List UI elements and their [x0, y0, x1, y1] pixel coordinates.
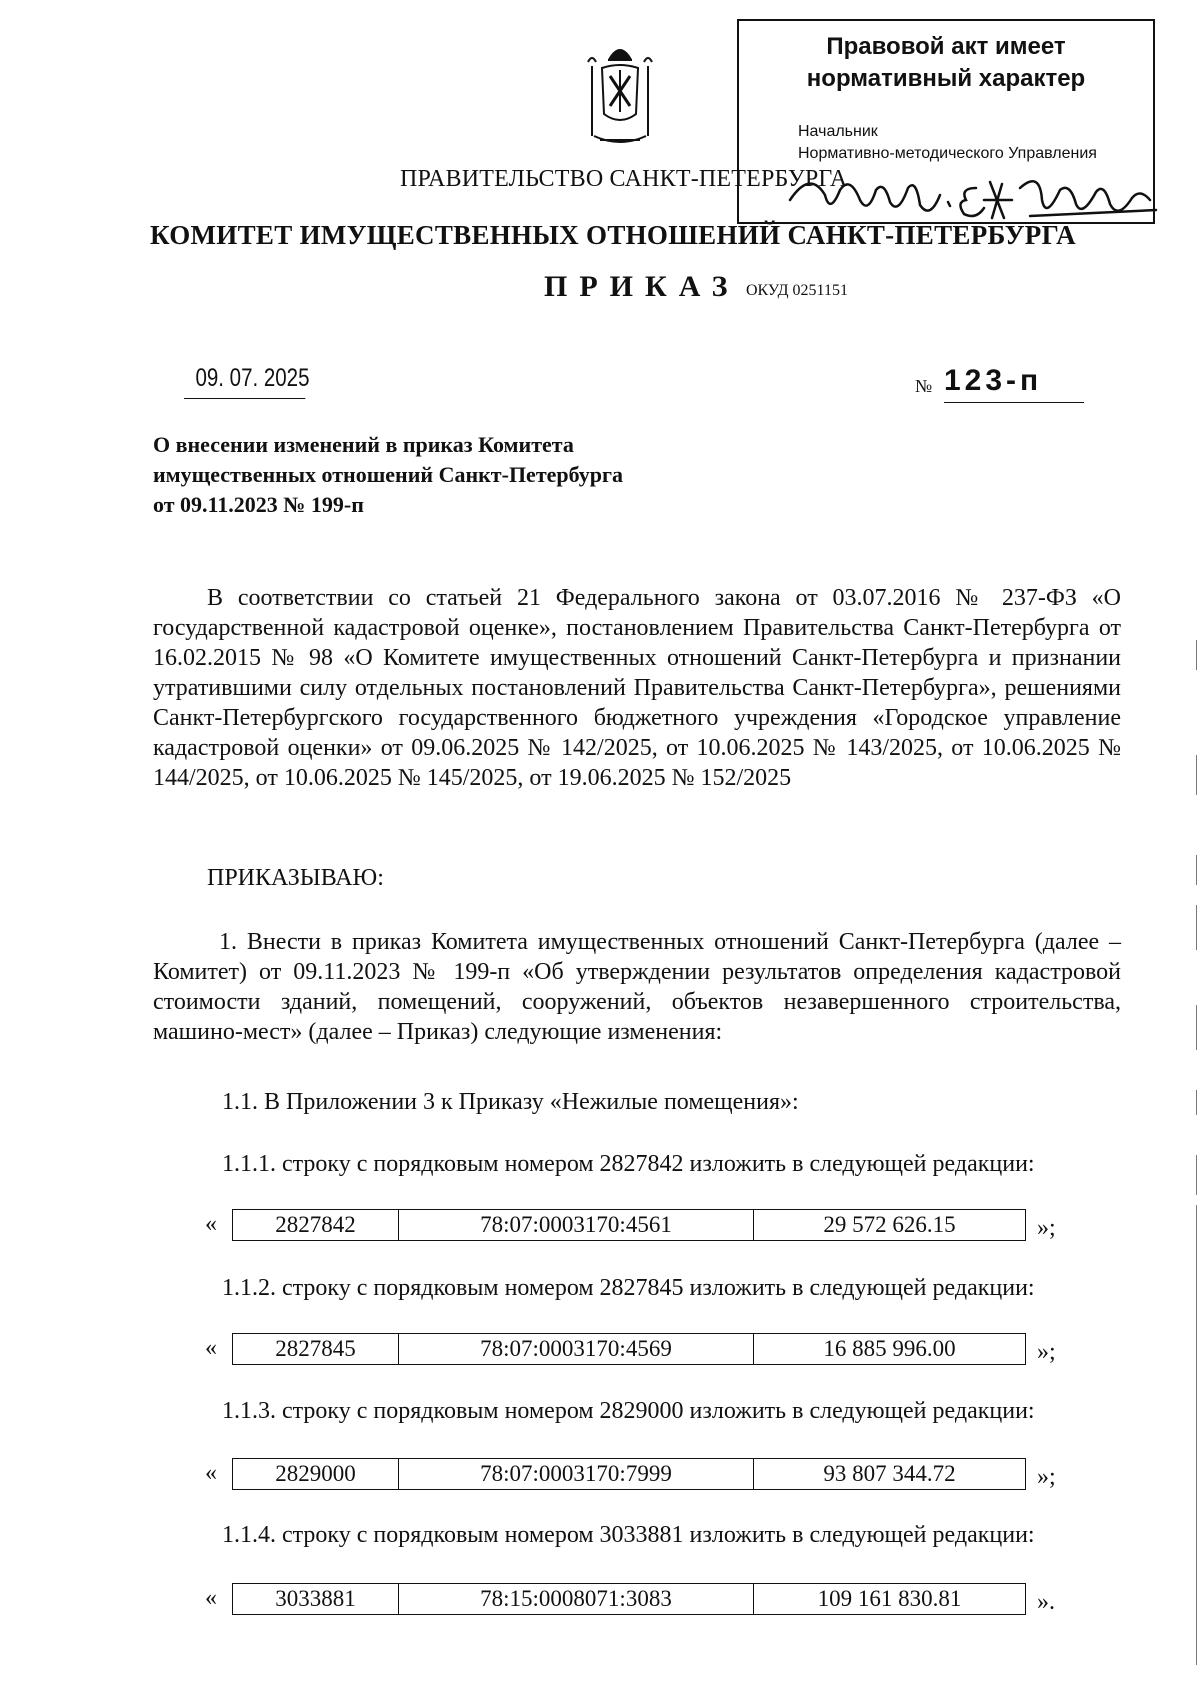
order-date: 09. 07. 2025: [184, 364, 305, 399]
scan-mark: [1196, 1005, 1197, 1050]
quote-close: »;: [1037, 1215, 1056, 1241]
cell-number: 2827842: [233, 1210, 399, 1240]
stamp-role: [798, 121, 1097, 165]
subject-line1: О внесении изменений в приказ Комитета: [153, 432, 574, 457]
table-row: [205, 1333, 1085, 1367]
cell-value: 109 161 830.81: [817, 1586, 962, 1611]
stamp-title-line2: нормативный характер: [806, 65, 1086, 92]
committee-name: КОМИТЕТ ИМУЩЕСТВЕННЫХ ОТНОШЕНИЙ САНКТ-ПЕТЕРБУРГА: [150, 220, 1076, 250]
scan-mark: [1196, 755, 1197, 795]
row-cells: [232, 1333, 1026, 1365]
order-number-prefix: №: [915, 376, 933, 396]
scan-mark: [1196, 640, 1197, 670]
table-row: [205, 1209, 1085, 1243]
scan-mark: [1196, 1090, 1197, 1115]
cell-cadastral: 78:07:0003170:7999: [399, 1459, 754, 1489]
item-1-paragraph: 1. Внести в приказ Комитета имущественных отношений Санкт-Петербурга (далее – Комитет) от 09.11.2023 № 199-п «Об утверждении результатов определения кадастровой стоимости зданий, помещений, сооружений, объектов незавершенного строительства, машино-мест» (далее – Приказ) следующие изменения:: [153, 929, 1121, 1045]
stamp-title-line1: Правовой акт имеет: [826, 33, 1066, 60]
order-number: 123-п: [944, 364, 1084, 403]
subitem-1-1-4: 1.1.4. строку с порядковым номером 3033881 изложить в следующей редакции:: [222, 1522, 1035, 1548]
quote-open: «: [205, 1585, 217, 1611]
subitem-1-1-1: 1.1.1. строку с порядковым номером 2827842 изложить в следующей редакции:: [222, 1151, 1035, 1177]
cell-number: 2827845: [233, 1334, 399, 1364]
row-cells: [232, 1209, 1026, 1241]
table-row: [205, 1583, 1085, 1617]
quote-open: «: [205, 1211, 217, 1237]
item-1-1-heading: 1.1. В Приложении 3 к Приказу «Нежилые помещения»:: [222, 1089, 799, 1115]
scan-mark: [1196, 1155, 1197, 1195]
stamp-role-line2: Нормативно-методического Управления: [798, 145, 1097, 162]
stamp-title: [739, 31, 1153, 95]
cell-number: 3033881: [233, 1584, 399, 1614]
order-subject: [153, 430, 623, 520]
cell-value: 29 572 626.15: [823, 1212, 956, 1237]
quote-close: »;: [1037, 1464, 1056, 1490]
row-cells: [232, 1458, 1026, 1490]
stamp-role-line1: Начальник: [798, 123, 878, 140]
scan-mark: [1196, 1205, 1197, 1665]
government-name: ПРАВИТЕЛЬСТВО САНКТ-ПЕТЕРБУРГА: [400, 166, 848, 192]
cell-number: 2829000: [233, 1459, 399, 1489]
quote-open: «: [205, 1460, 217, 1486]
subitem-1-1-2: 1.1.2. строку с порядковым номером 2827845 изложить в следующей редакции:: [222, 1275, 1035, 1301]
table-row: [205, 1458, 1085, 1492]
coat-of-arms-icon: [580, 40, 660, 155]
cell-cadastral: 78:07:0003170:4561: [399, 1210, 754, 1240]
quote-open: «: [205, 1335, 217, 1361]
quote-close: ».: [1037, 1589, 1055, 1615]
subject-line3: от 09.11.2023 № 199-п: [153, 492, 364, 517]
directive-heading: ПРИКАЗЫВАЮ:: [207, 865, 384, 891]
preamble-paragraph: В соответствии со статьей 21 Федерального закона от 03.07.2016 № 237-ФЗ «О государственной кадастровой оценке», постановлением Правительства Санкт-Петербурга от 16.02.2015 № 98 «О Комитете имущественных отношений Санкт-Петербурга и признании утратившими силу отдельных постановлений Правительства Санкт-Петербурга», решениями Санкт-Петербургского государственного бюджетного учреждения «Городское управление кадастровой оценки» от 09.06.2025 № 142/2025, от 10.06.2025 № 143/2025, от 10.06.2025 № 144/2025, от 10.06.2025 № 145/2025, от 19.06.2025 № 152/2025: [153, 585, 1121, 791]
cell-cadastral: 78:15:0008071:3083: [399, 1584, 754, 1614]
quote-close: »;: [1037, 1339, 1056, 1365]
okud-code: ОКУД 0251151: [746, 282, 848, 299]
scan-mark: [1196, 905, 1197, 950]
document-type: ПРИКАЗ: [544, 270, 740, 303]
scan-mark: [1196, 855, 1197, 885]
subject-line2: имущественных отношений Санкт-Петербурга: [153, 462, 624, 487]
subitem-1-1-3: 1.1.3. строку с порядковым номером 2829000 изложить в следующей редакции:: [222, 1398, 1035, 1424]
cell-cadastral: 78:07:0003170:4569: [399, 1334, 754, 1364]
cell-value: 16 885 996.00: [823, 1336, 956, 1361]
row-cells: [232, 1583, 1026, 1615]
cell-value: 93 807 344.72: [823, 1461, 956, 1486]
